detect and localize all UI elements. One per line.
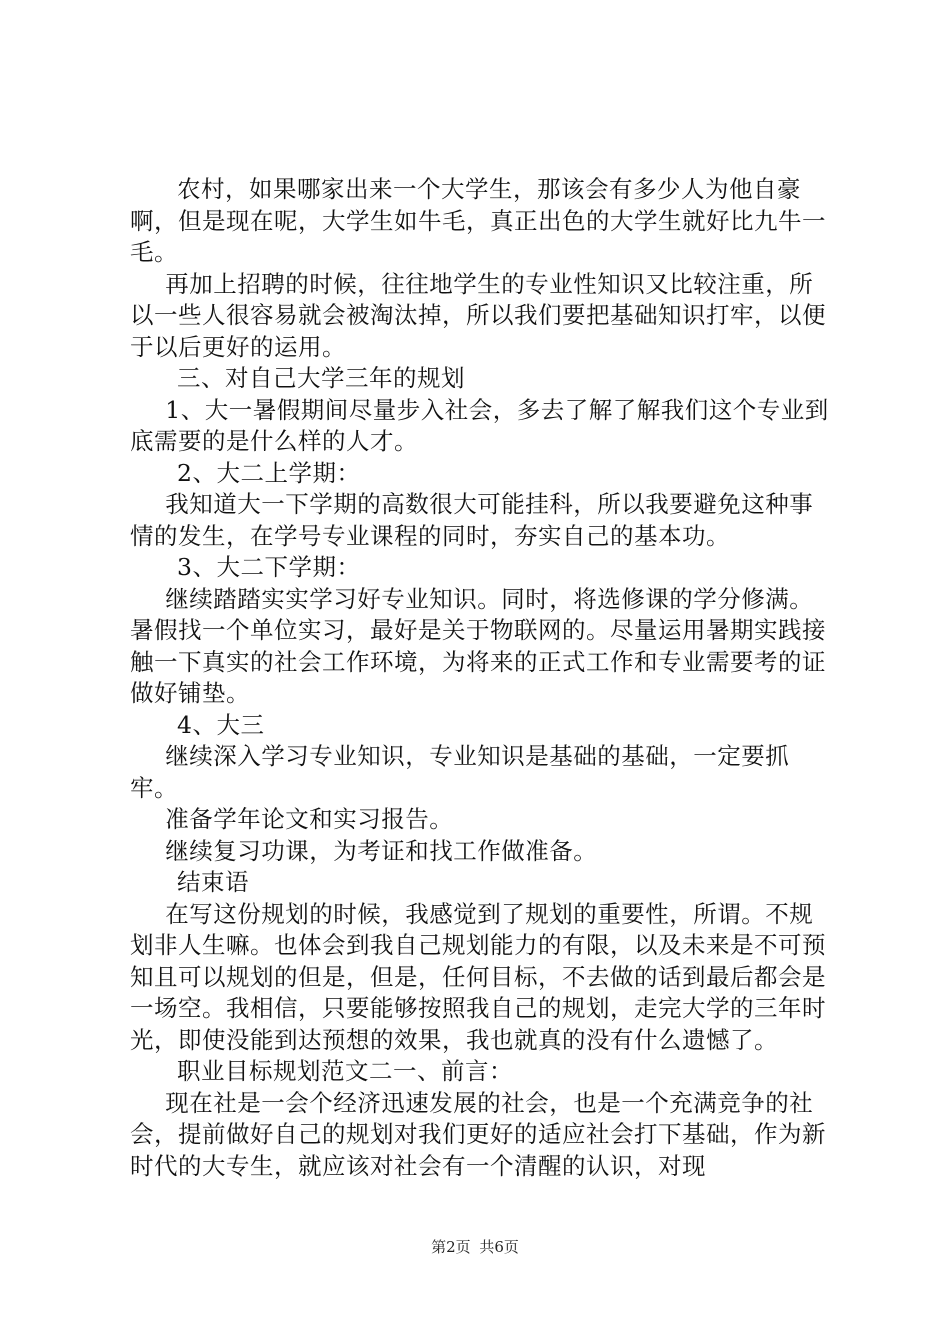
plan-item-3-heading: 3、大二下学期： — [177, 553, 361, 581]
plan-item-4-text: 继续深入学习专业知识，专业知识是基础的基础，一定要抓牢。 — [130, 742, 790, 802]
page-footer — [0, 1236, 950, 1257]
section-heading-plan: 三、对自己大学三年的规划 — [177, 364, 465, 392]
document-body — [130, 174, 830, 1182]
plan-item-3-text: 继续踏踏实实学习好专业知识。同时，将选修课的学分修满。暑假找一个单位实习，最好是关于物联网的。尽量运用暑期实践接触一下真实的社会工作环境，为将来的正式工作和专业需要考的证做好铺垫。 — [130, 584, 826, 707]
plan-item-2-text: 我知道大一下学期的高数很大可能挂科，所以我要避免这种事情的发生，在学号专业课程的同时，夯实自己的基本功。 — [130, 490, 814, 550]
sample-two-text: 现在社是一会个经济迅速发展的社会，也是一个充满竞争的社会，提前做好自己的规划对我们更好的适应社会打下基础，作为新时代的大专生，就应该对社会有一个清醒的认识，对现 — [130, 1088, 826, 1180]
plan-item-2-heading: 2、大二上学期： — [177, 458, 361, 487]
conclusion-text: 在写这份规划的时候，我感觉到了规划的重要性，所谓。不规划非人生嘛。也体会到我自己规划能力的有限，以及未来是不可预知且可以规划的但是，但是，任何目标，不去做的话到最后都会是一场空。我相信，只要能够按照我自己的规划，走完大学的三年时光，即使没能到达预想的效果，我也就真的没有什么遗憾了。 — [130, 899, 826, 1054]
paragraph-recruitment: 再加上招聘的时候，往往地学生的专业性知识又比较注重，所以一些人很容易就会被淘汰掉，所以我们要把基础知识打牢，以便于以后更好的运用。 — [130, 269, 826, 361]
plan-item-4-heading: 4、大三 — [177, 710, 265, 739]
sample-two-heading: 职业目标规划范文二一、前言： — [177, 1057, 513, 1085]
page-number: 第2页 — [431, 1238, 471, 1256]
conclusion-heading: 结束语 — [177, 868, 249, 896]
paragraph-rural-students: 农村，如果哪家出来一个大学生，那该会有多少人为他自豪啊，但是现在呢，大学生如牛毛，真正出色的大学生就好比九牛一毛。 — [130, 175, 826, 266]
plan-item-1: 1、大一暑假期间尽量步入社会，多去了解了解我们这个专业到底需要的是什么样的人才。 — [130, 395, 829, 455]
page-total: 共6页 — [479, 1238, 519, 1256]
plan-item-4-review: 继续复习功课，为考证和找工作做准备。 — [165, 836, 598, 865]
plan-item-4-thesis: 准备学年论文和实习报告。 — [165, 805, 454, 833]
